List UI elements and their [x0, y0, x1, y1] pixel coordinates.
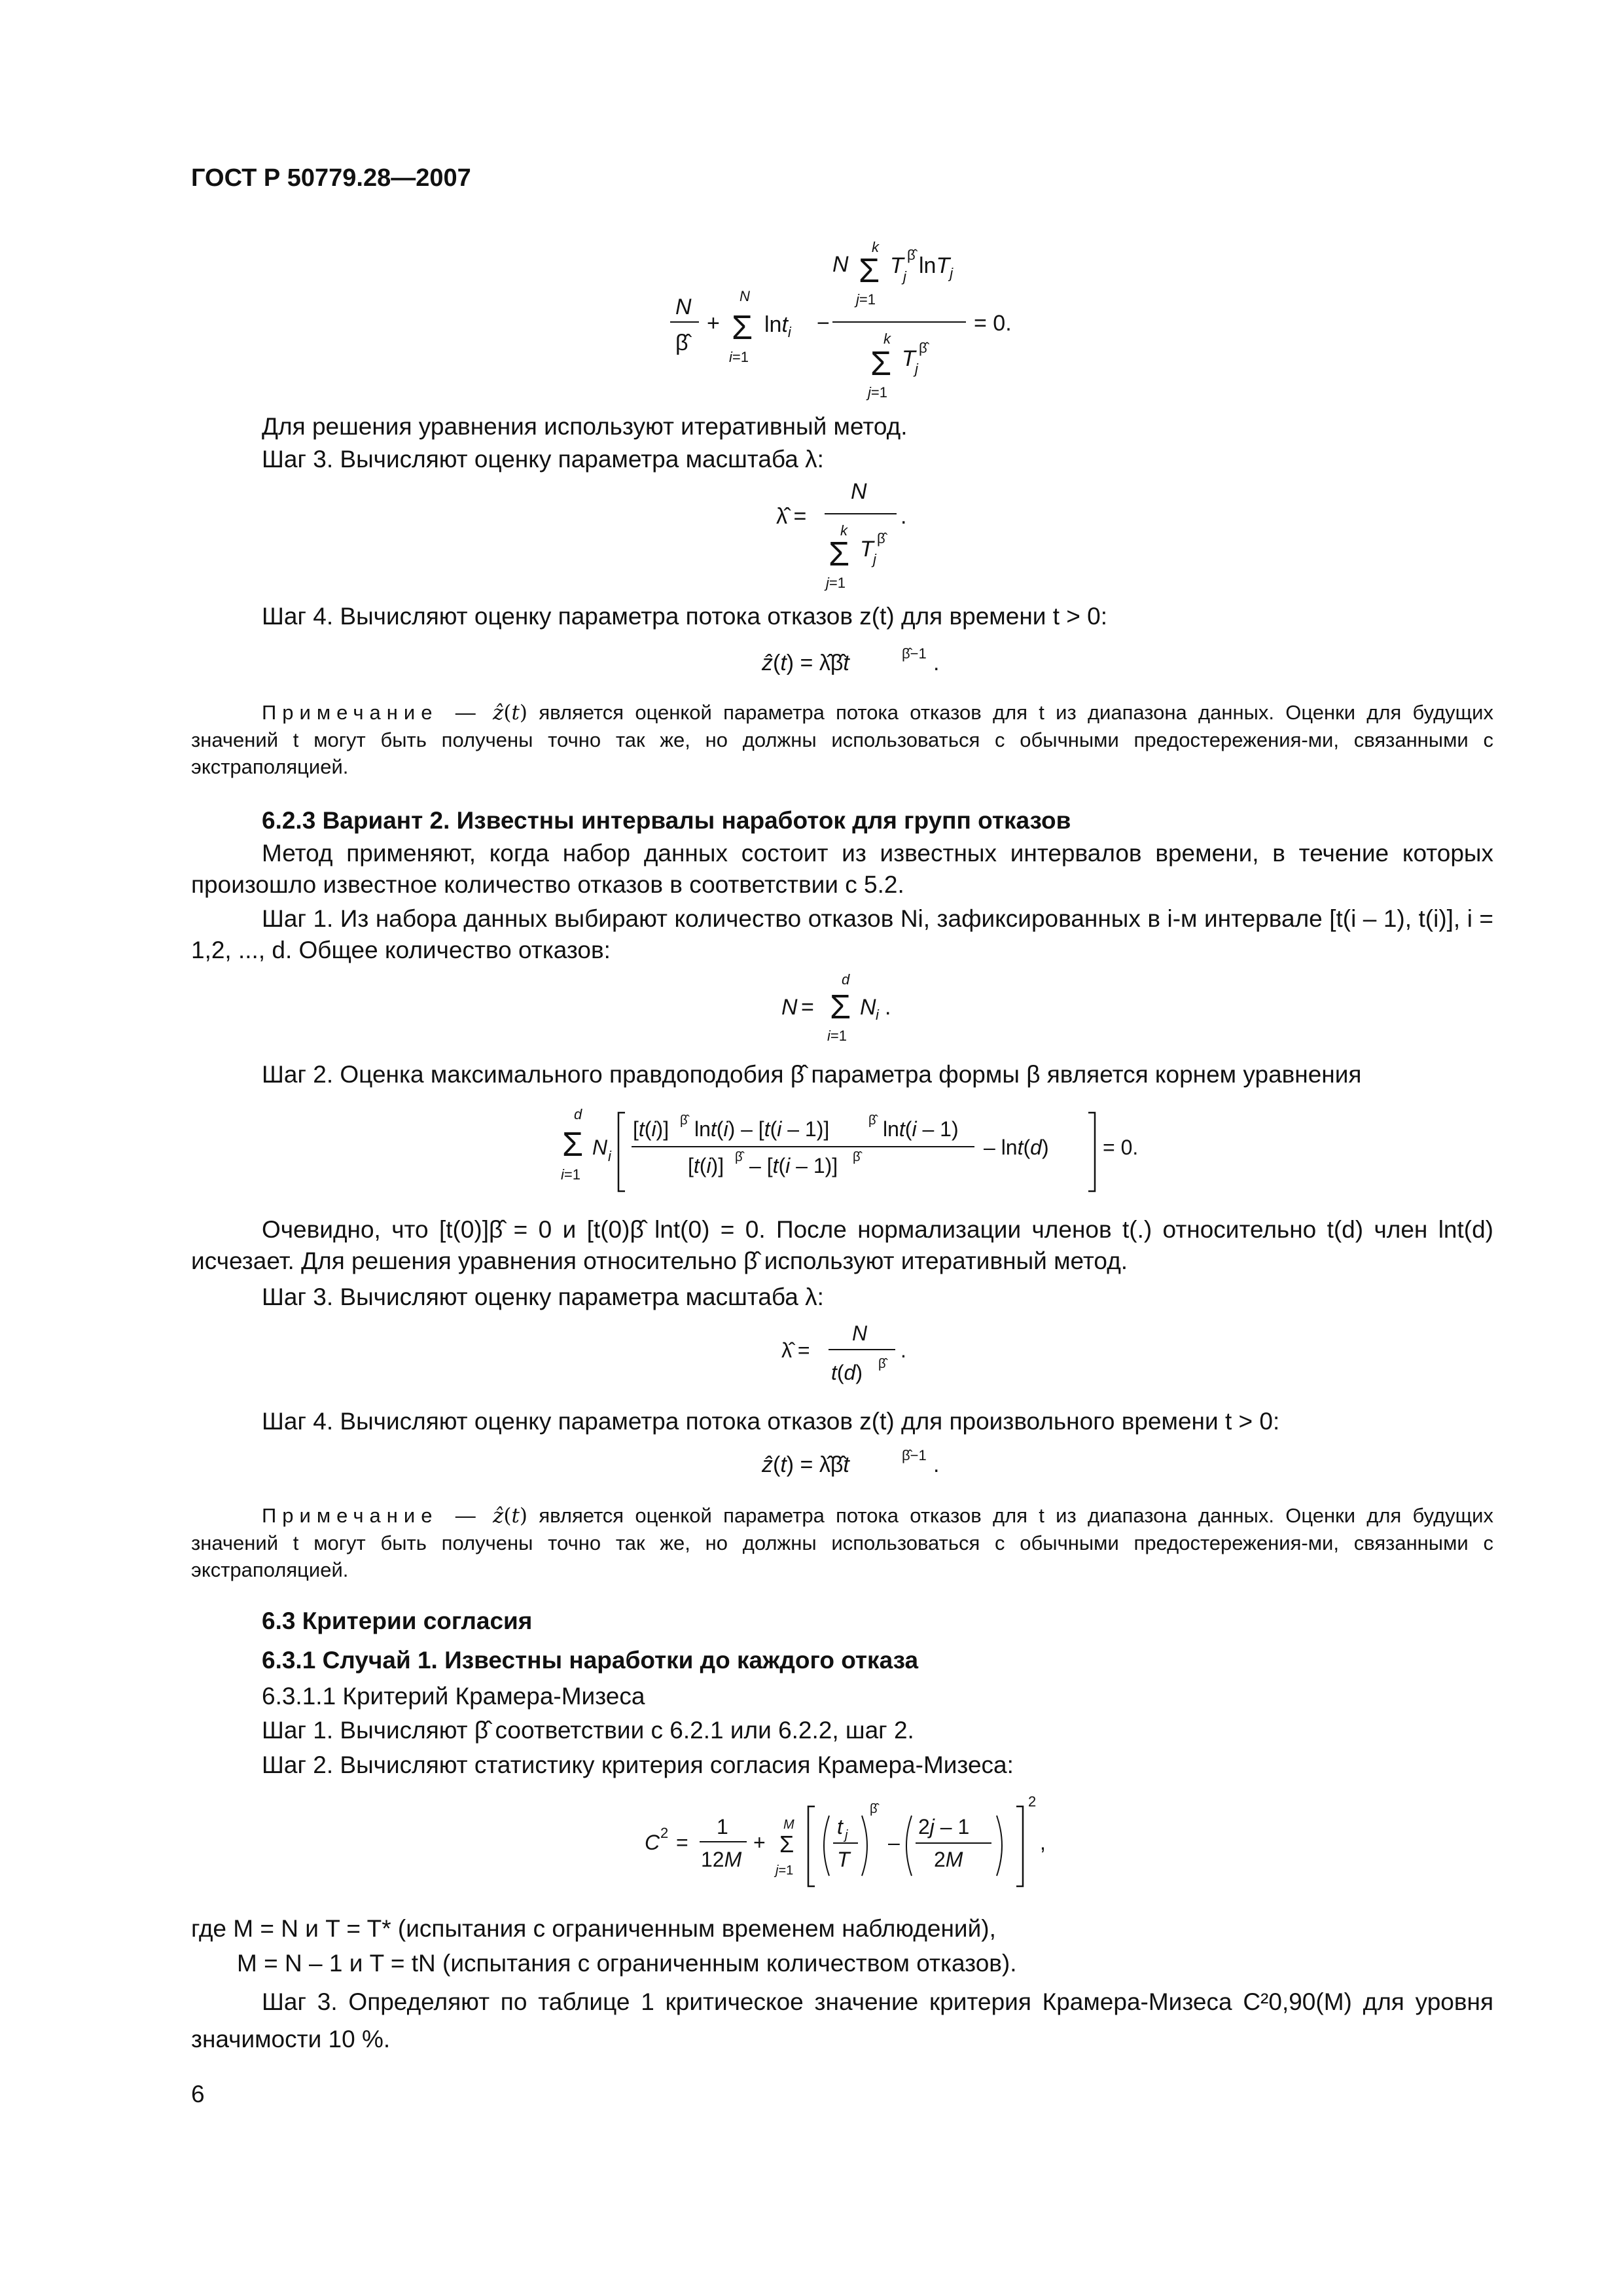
svg-text:C: C — [645, 1831, 660, 1854]
svg-text:j=1: j=1 — [868, 384, 887, 401]
step2-mle-shape: Шаг 2. Оценка максимального правдоподобия β̂ параметра формы β является корнем уравнения — [262, 1061, 1362, 1088]
svg-text:d: d — [842, 971, 850, 988]
formula-total-failures — [779, 967, 929, 1052]
svg-text:= 0.: = 0. — [974, 311, 1012, 336]
svg-text:12M: 12M — [701, 1848, 742, 1871]
svg-text:2: 2 — [1028, 1793, 1037, 1810]
svg-text:N: N — [860, 995, 876, 1020]
note-label: Примечание — — [262, 701, 482, 724]
svg-text:i=1: i=1 — [561, 1166, 580, 1183]
svg-text:.: . — [933, 1452, 940, 1477]
svg-text:j=1: j=1 — [776, 1863, 794, 1878]
svg-text:i: i — [608, 1148, 611, 1164]
svg-text:– lnt(d): – lnt(d) — [984, 1136, 1049, 1159]
svg-text:Σ: Σ — [859, 252, 880, 290]
note-text: является оценкой параметра потока отказов для t из диапазона данных. Оценки для будущих значений t могут быть получены точно так же, но должны использоваться с обычными предостережения-ми, связанными с экстраполяцией. — [191, 1504, 1493, 1582]
svg-text:i=1: i=1 — [827, 1028, 847, 1044]
where-failure-truncated: M = N – 1 и T = tN (испытания с ограниченным количеством отказов). — [237, 1950, 1017, 1977]
svg-text:β̂: β̂ — [919, 340, 927, 356]
paragraph-iterative-method: Для решения уравнения используют итеративный метод. — [262, 413, 908, 440]
svg-text:– [t(i – 1)]: – [t(i – 1)] — [749, 1154, 838, 1177]
paragraph-method-intervals: Метод применяют, когда набор данных состоит из известных интервалов времени, в течение которых произошло известное количество отказов в соответствии с 5.2. — [191, 840, 1493, 899]
svg-text:j: j — [903, 268, 906, 285]
svg-text:Σ: Σ — [732, 309, 753, 347]
formula-z-hat-interval — [759, 1443, 942, 1482]
svg-text:β̂: β̂ — [853, 1150, 861, 1164]
step3-scale-interval: Шаг 3. Вычисляют оценку параметра масштаба λ: — [262, 1283, 824, 1310]
svg-text:β̂: β̂ — [868, 1113, 876, 1128]
svg-text:t: t — [837, 1815, 843, 1839]
svg-text:N: N — [592, 1136, 608, 1159]
svg-text:i=1: i=1 — [729, 349, 749, 365]
svg-text:β̂: β̂ — [680, 1113, 688, 1128]
svg-text:N: N — [675, 295, 692, 319]
svg-text:Σ: Σ — [870, 345, 892, 383]
svg-text:M: M — [783, 1818, 794, 1832]
svg-text:t(d): t(d) — [831, 1361, 863, 1384]
svg-text:λ̂ =: λ̂ = — [776, 504, 807, 529]
svg-text:–: – — [888, 1831, 900, 1854]
svg-text:k: k — [840, 522, 847, 539]
svg-text:N: N — [852, 1321, 868, 1345]
svg-text:[t(i)]: [t(i)] — [688, 1154, 724, 1177]
z-hat-symbol: ẑ(t) — [493, 1504, 528, 1528]
svg-text:d: d — [574, 1106, 582, 1122]
section-heading-6-2-3: 6.2.3 Вариант 2. Известны интервалы наработок для групп отказов — [262, 807, 1071, 834]
step2-compute-statistic: Шаг 2. Вычисляют статистику критерия согласия Крамера-Мизеса: — [262, 1751, 1014, 1778]
svg-text:.: . — [933, 651, 940, 675]
step4-intensity-arbitrary: Шаг 4. Вычисляют оценку параметра потока отказов z(t) для произвольного времени t > 0: — [262, 1408, 1280, 1435]
svg-text:lnt(i) – [t(i – 1)]: lnt(i) – [t(i – 1)] — [694, 1117, 830, 1141]
svg-text:N: N — [740, 288, 750, 304]
svg-text:2: 2 — [660, 1825, 669, 1841]
svg-text:β̂−1: β̂−1 — [902, 1447, 927, 1463]
svg-text:k: k — [883, 331, 891, 347]
svg-text:Σ: Σ — [779, 1831, 794, 1857]
svg-text:j: j — [845, 1828, 848, 1842]
z-hat-symbol: ẑ(t) — [493, 701, 528, 725]
svg-text:−: − — [817, 311, 830, 336]
svg-text:β̂−1: β̂−1 — [902, 645, 927, 662]
svg-text:T: T — [860, 537, 874, 562]
svg-text:.: . — [901, 504, 907, 529]
step3-scale-estimate: Шаг 3. Вычисляют оценку параметра масштаба λ: — [262, 446, 824, 473]
formula-lambda-hat — [772, 478, 929, 596]
formula-interval-mle-equation — [560, 1100, 1149, 1204]
svg-text:N: N — [851, 479, 867, 504]
formula-z-hat — [759, 641, 942, 681]
svg-text:i: i — [876, 1007, 879, 1023]
paragraph-normalization: Очевидно, что [t(0)]β̂ = 0 и [t(0)β̂ lnt(0) = 0. После нормализации членов t(.) относительно t(d) член lnt(d) исчезает. Для решения уравнения относительно β̂ используют итеративный метод. — [191, 1216, 1493, 1275]
formula-cramer-mises — [638, 1787, 1070, 1905]
step1-compute-beta: Шаг 1. Вычисляют β̂ соответствии с 6.2.1 или 6.2.2, шаг 2. — [262, 1717, 914, 1744]
section-heading-6-3: 6.3 Критерии согласия — [262, 1607, 533, 1634]
svg-text:N: N — [781, 995, 798, 1020]
svg-text:β̂: β̂ — [907, 247, 916, 263]
formula-lambda-hat-interval — [779, 1316, 929, 1401]
svg-text:Σ: Σ — [830, 988, 851, 1026]
note-label: Примечание — — [262, 1504, 482, 1527]
note-extrapolation-1 — [191, 699, 1493, 781]
svg-text:.: . — [901, 1338, 906, 1362]
svg-text:j=1: j=1 — [826, 575, 846, 591]
svg-text:j=1: j=1 — [856, 291, 876, 308]
where-time-truncated: где M = N и T = T* (испытания с ограниченным временем наблюдений), — [191, 1915, 996, 1942]
svg-text:=: = — [676, 1831, 688, 1854]
svg-text:1: 1 — [717, 1815, 728, 1839]
svg-text:,: , — [1040, 1831, 1046, 1854]
svg-text:β̂: β̂ — [877, 530, 885, 547]
svg-text:j: j — [873, 551, 876, 567]
svg-text:β̂: β̂ — [735, 1150, 743, 1164]
svg-text:2M: 2M — [934, 1848, 963, 1871]
svg-text:k: k — [872, 239, 879, 255]
step4-intensity-estimate: Шаг 4. Вычисляют оценку параметра потока отказов z(t) для времени t > 0: — [262, 603, 1108, 630]
svg-text:=: = — [801, 995, 814, 1020]
page-number: 6 — [191, 2081, 205, 2108]
svg-text:lnTj: lnT$_j$ — [919, 253, 954, 281]
section-heading-6-3-1: 6.3.1 Случай 1. Известны наработки до каждого отказа — [262, 1647, 919, 1674]
step3-critical-value: Шаг 3. Определяют по таблице 1 критическое значение критерия Крамера-Мизеса C²0,90(M) для уровня значимости 10 %. — [191, 1988, 1493, 2053]
formula-beta-equation — [661, 232, 1067, 403]
svg-text:lnti: lnt$_i$ — [764, 312, 791, 340]
svg-text:Σ: Σ — [562, 1126, 584, 1164]
svg-text:T: T — [890, 253, 904, 278]
svg-text:[t(i)]: [t(i)] — [633, 1117, 669, 1141]
svg-text:β̂: β̂ — [675, 331, 688, 355]
svg-text:+: + — [753, 1831, 766, 1854]
svg-text:j: j — [915, 361, 918, 377]
svg-text:2j – 1: 2j – 1 — [918, 1815, 970, 1839]
svg-text:ẑ(t) = λ̂β̂t: ẑ(t) = λ̂β̂t — [762, 1452, 849, 1477]
step1-failure-counts: Шаг 1. Из набора данных выбирают количество отказов Ni, зафиксированных в i-м интервале [t(i – 1), t(i)], i = 1,2, ..., d. Общее количество отказов: — [191, 905, 1493, 964]
svg-text:β̂: β̂ — [878, 1357, 886, 1371]
note-extrapolation-2 — [191, 1502, 1493, 1584]
svg-text:lnt(i – 1): lnt(i – 1) — [883, 1117, 959, 1141]
svg-text:λ̂ =: λ̂ = — [781, 1338, 810, 1362]
note-text: является оценкой параметра потока отказов для t из диапазона данных. Оценки для будущих значений t могут быть получены точно так же, но должны использоваться с обычными предостережения-ми, связанными с экстраполяцией. — [191, 701, 1493, 779]
document-header: ГОСТ Р 50779.28—2007 — [191, 164, 471, 192]
svg-text:+: + — [707, 311, 720, 336]
svg-text:= 0.: = 0. — [1103, 1136, 1139, 1159]
svg-text:ẑ(t) = λ̂β̂t: ẑ(t) = λ̂β̂t — [762, 651, 849, 675]
svg-text:β̂: β̂ — [870, 1802, 878, 1816]
svg-text:.: . — [885, 995, 891, 1020]
item-cramer-mises: 6.3.1.1 Критерий Крамера-Мизеса — [262, 1683, 645, 1710]
svg-text:N: N — [832, 252, 849, 277]
svg-text:Σ: Σ — [829, 535, 850, 573]
svg-text:T: T — [902, 346, 916, 371]
svg-text:T: T — [837, 1848, 850, 1871]
